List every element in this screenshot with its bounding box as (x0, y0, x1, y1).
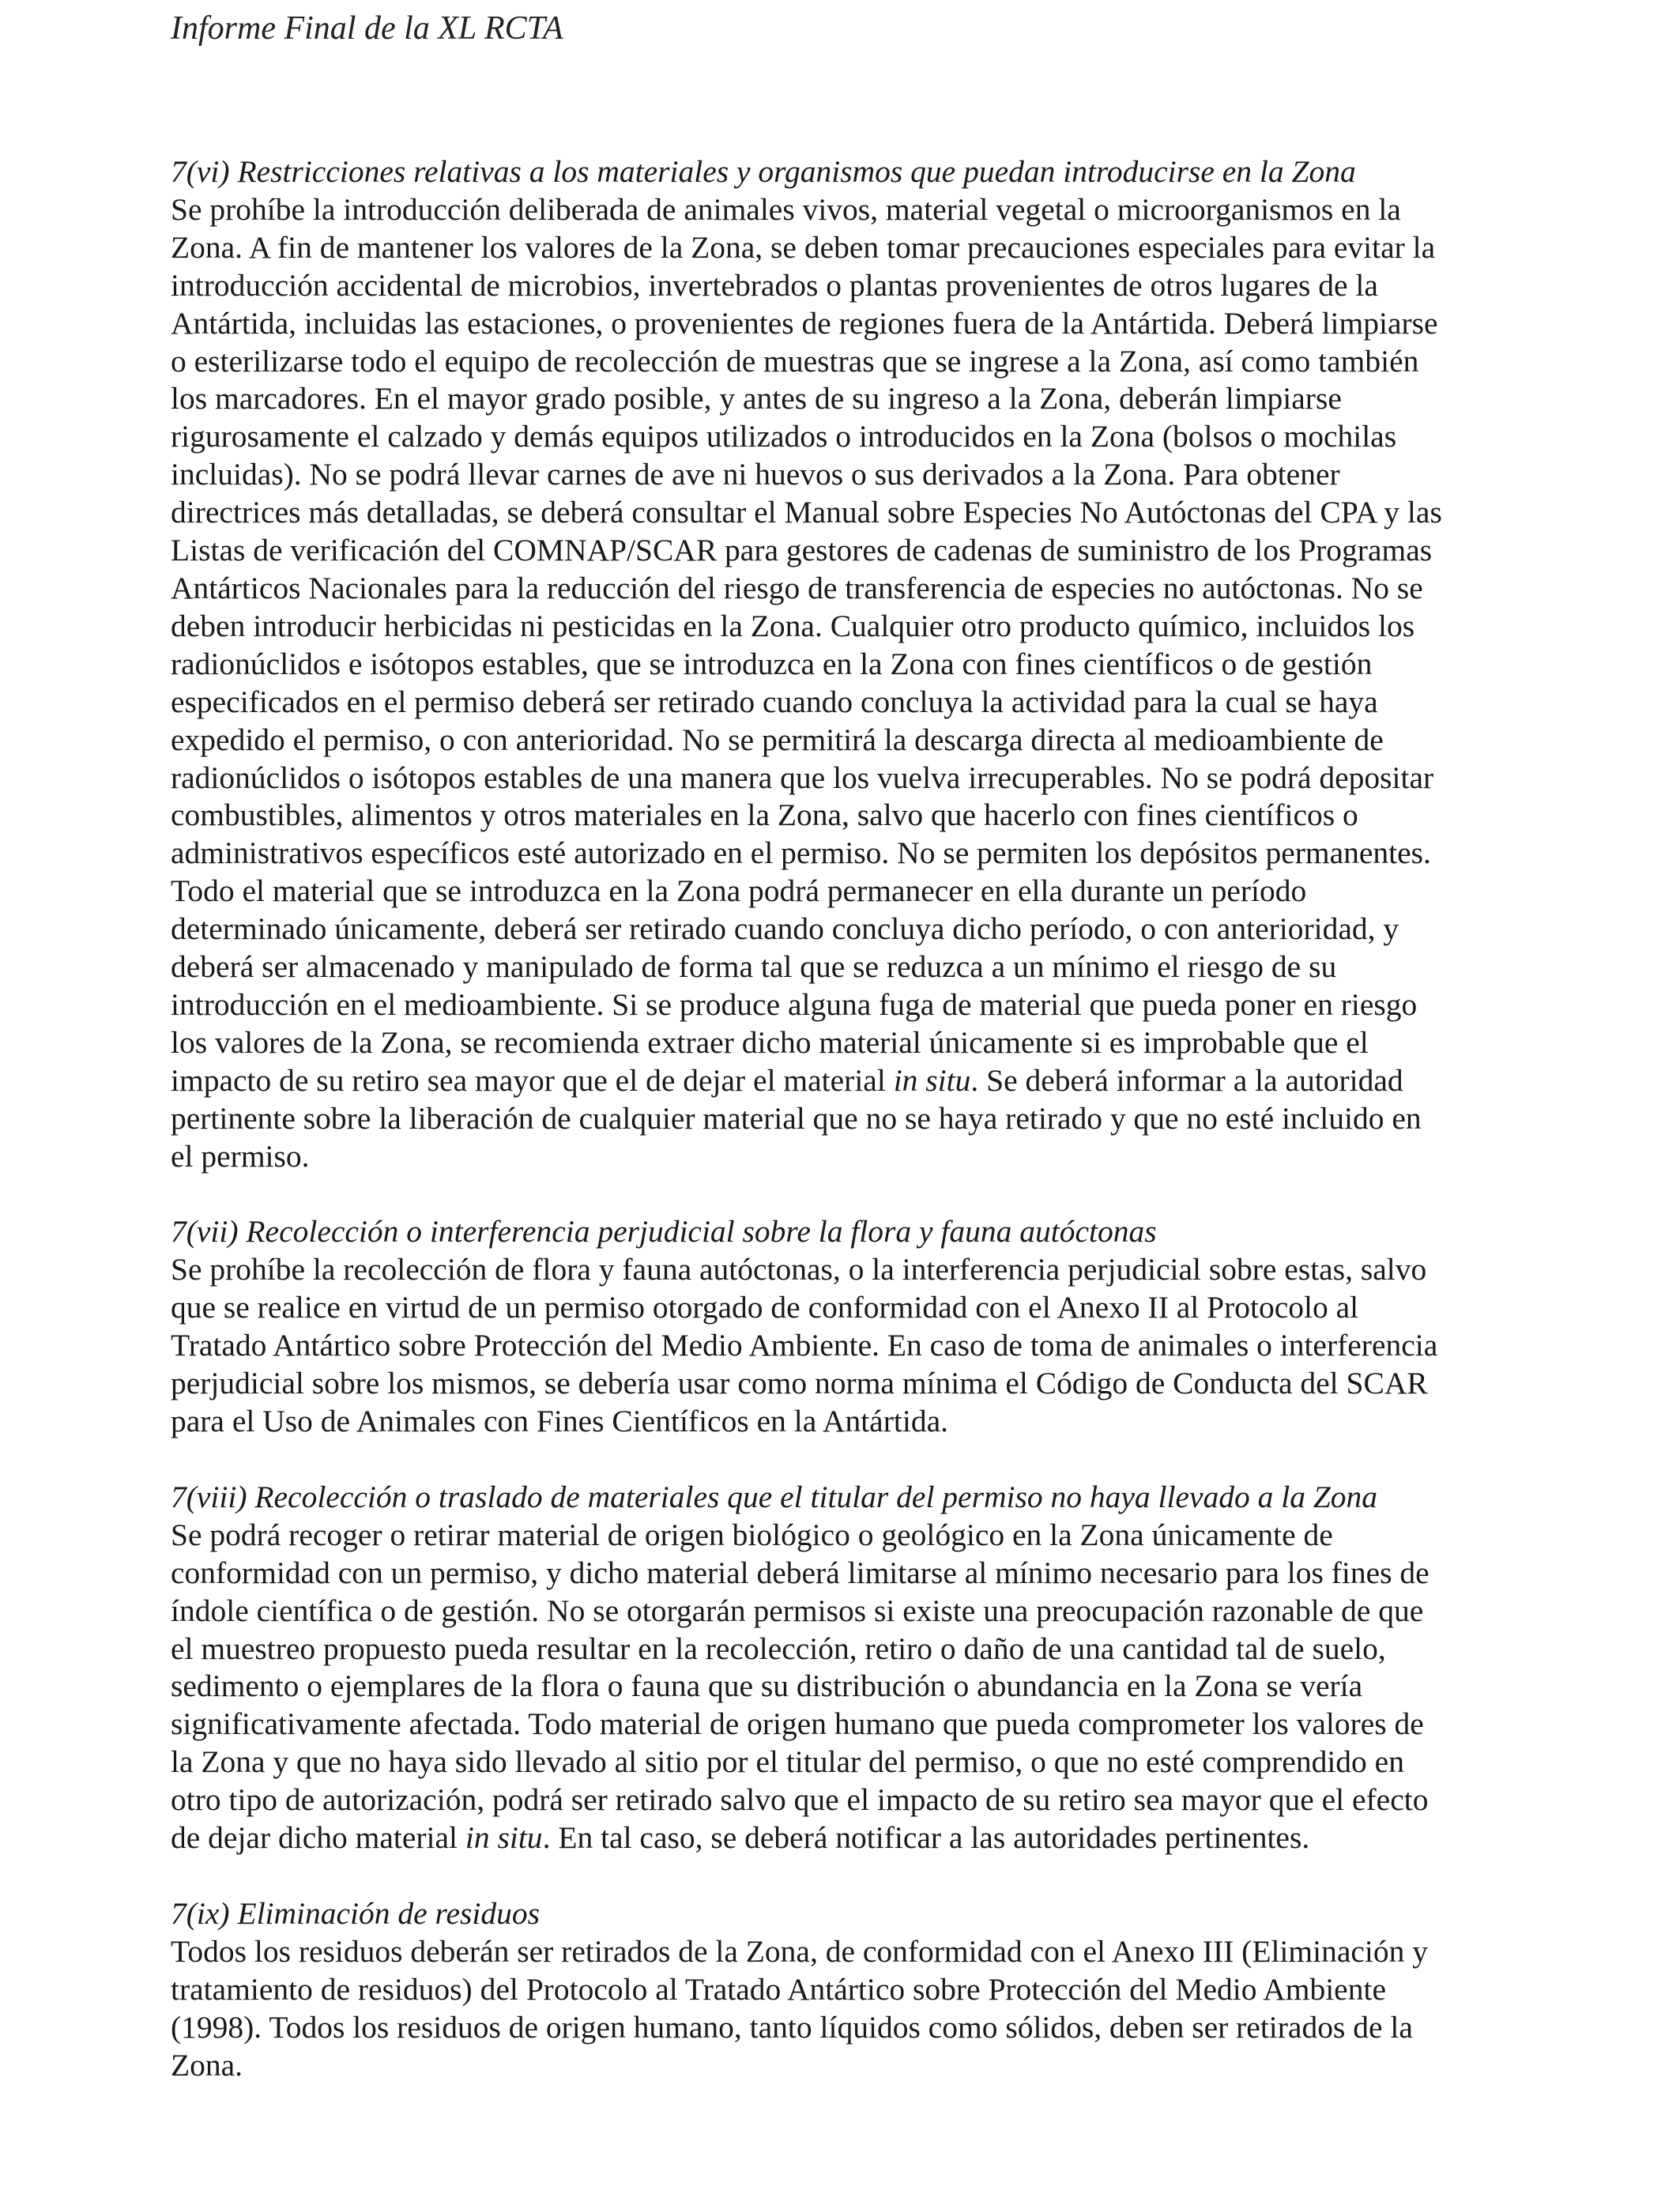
body-line: el permiso. (171, 1138, 310, 1174)
body-line: (1998). Todos los residuos de origen humano, tanto líquidos como sólidos, deben ser retirados de la (171, 2009, 1413, 2045)
section-heading: 7(ix) Eliminación de residuos (171, 1895, 540, 1931)
body-line: perjudicial sobre los mismos, se debería usar como norma mínima el Código de Conducta del SCAR (171, 1366, 1428, 1401)
body-line: Se prohíbe la recolección de flora y fauna autóctonas, o la interferencia perjudicial sobre estas, salvo (171, 1252, 1427, 1287)
body-line: para el Uso de Animales con Fines Científicos en la Antártida. (171, 1404, 948, 1438)
body-line: Zona. A fin de mantener los valores de la Zona, se deben tomar precauciones especiales para evitar la (171, 229, 1436, 265)
text-segment: impacto de su retiro sea mayor que el de dejar el material (171, 1062, 894, 1098)
section-7vi (171, 153, 1514, 1175)
body-line: Se prohíbe la introducción deliberada de animales vivos, material vegetal o microorganismos en la (171, 191, 1401, 227)
body-line: significativamente afectada. Todo material de origen humano que pueda comprometer los valores de (171, 1706, 1424, 1742)
body-line: Antárticos Nacionales para la reducción del riesgo de transferencia de especies no autóctonas. No se (171, 570, 1423, 605)
section-body (171, 1251, 1514, 1441)
body-line: deberá ser almacenado y manipulado de forma tal que se reduzca a un mínimo el riesgo de su (171, 949, 1337, 985)
body-line: otro tipo de autorización, podrá ser retirado salvo que el impacto de su retiro sea mayor que el efecto (171, 1782, 1429, 1818)
body-line: incluidas). No se podrá llevar carnes de ave ni huevos o sus derivados a la Zona. Para obtener (171, 457, 1340, 492)
text-segment: . En tal caso, se deberá notificar a las autoridades pertinentes. (542, 1820, 1310, 1856)
body-line: el muestreo propuesto pueda resultar en la recolección, retiro o daño de una cantidad tal de suelo, (171, 1630, 1386, 1666)
body-line: radionúclidos o isótopos estables de una manera que los vuelva irrecuperables. No se podrá depositar (171, 760, 1434, 795)
body-line: especificados en el permiso deberá ser retirado cuando concluya la actividad para la cual se haya (171, 684, 1378, 719)
body-line: determinado únicamente, deberá ser retirado cuando concluya dicho período, o con anterioridad, y (171, 911, 1399, 947)
body-line: conformidad con un permiso, y dicho material deberá limitarse al mínimo necesario para los fines de (171, 1555, 1430, 1590)
body-line: Antártida, incluidas las estaciones, o provenientes de regiones fuera de la Antártida. Deberá limpiarse (171, 305, 1438, 341)
body-line: Listas de verificación del COMNAP/SCAR para gestores de cadenas de suministro de los Programas (171, 533, 1433, 568)
body-line: tratamiento de residuos) del Protocolo al Tratado Antártico sobre Protección del Medio Ambiente (171, 1971, 1386, 2007)
text-segment: . Se deberá informar a la autoridad (970, 1062, 1403, 1098)
section-body (171, 191, 1514, 1176)
body-line: pertinente sobre la liberación de cualquier material que no se haya retirado y que no esté incluido en (171, 1100, 1422, 1136)
section-7vii (171, 1213, 1514, 1440)
body-line: deben introducir herbicidas ni pesticidas en la Zona. Cualquier otro producto químico, incluidos los (171, 608, 1415, 643)
body-line: la Zona y que no haya sido llevado al sitio por el titular del permiso, o que no esté comprendido en (171, 1744, 1404, 1780)
body-line: que se realice en virtud de un permiso otorgado de conformidad con el Anexo II al Protocolo al (171, 1290, 1359, 1325)
section-heading: 7(vii) Recolección o interferencia perjudicial sobre la flora y fauna autóctonas (171, 1214, 1157, 1250)
section-heading: 7(viii) Recolección o traslado de materiales que el titular del permiso no haya llevado a la Zona (171, 1479, 1378, 1514)
body-line-in-situ (171, 1819, 1514, 1857)
body-line: los marcadores. En el mayor grado posible, y antes de su ingreso a la Zona, deberán limpiarse (171, 381, 1342, 417)
body-line: sedimento o ejemplares de la flora o fauna que su distribución o abundancia en la Zona se vería (171, 1668, 1363, 1704)
section-7viii (171, 1479, 1514, 1857)
body-line: radionúclidos e isótopos estables, que se introduzca en la Zona con fines científicos o de gestión (171, 646, 1373, 681)
body-line: Tratado Antártico sobre Protección del Medio Ambiente. En caso de toma de animales o interferencia (171, 1328, 1438, 1363)
body-line: administrativos específicos esté autorizado en el permiso. No se permiten los depósitos permanentes. (171, 835, 1431, 871)
body-line: los valores de la Zona, se recomienda extraer dicho material únicamente si es improbable que el (171, 1024, 1369, 1060)
body-line-in-situ (171, 1062, 1514, 1100)
body-line: o esterilizarse todo el equipo de recolección de muestras que se ingrese a la Zona, así como también (171, 343, 1419, 379)
body-line: Todo el material que se introduzca en la Zona podrá permanecer en ella durante un período (171, 873, 1307, 909)
italic-term: in situ (465, 1820, 543, 1856)
document-body (171, 153, 1514, 2123)
section-body (171, 1517, 1514, 1857)
body-line: combustibles, alimentos y otros materiales en la Zona, salvo que hacerlo con fines científicos o (171, 797, 1358, 833)
text-segment: de dejar dicho material (171, 1820, 465, 1856)
body-line: Zona. (171, 2047, 243, 2083)
body-line: Se podrá recoger o retirar material de origen biológico o geológico en la Zona únicamente de (171, 1517, 1333, 1552)
body-line: Todos los residuos deberán ser retirados de la Zona, de conformidad con el Anexo III (Eliminación y (171, 1933, 1429, 1969)
body-line: expedido el permiso, o con anterioridad. No se permitirá la descarga directa al medioambiente de (171, 722, 1384, 757)
body-line: introducción en el medioambiente. Si se produce alguna fuga de material que pueda poner en riesgo (171, 986, 1418, 1022)
section-heading: 7(vi) Restricciones relativas a los materiales y organismos que puedan introducirse en la Zona (171, 154, 1356, 189)
section-body (171, 1933, 1514, 2085)
body-line: índole científica o de gestión. No se otorgarán permisos si existe una preocupación razonable de que (171, 1593, 1424, 1628)
running-header: Informe Final de la XL RCTA (171, 10, 563, 47)
italic-term: in situ (893, 1062, 971, 1098)
body-line: rigurosamente el calzado y demás equipos utilizados o introducidos en la Zona (bolsos o mochilas (171, 419, 1397, 454)
body-line: directrices más detalladas, se deberá consultar el Manual sobre Especies No Autóctonas del CPA y las (171, 495, 1442, 530)
body-line: introducción accidental de microbios, invertebrados o plantas provenientes de otros lugares de la (171, 267, 1378, 303)
section-7ix (171, 1895, 1514, 2085)
